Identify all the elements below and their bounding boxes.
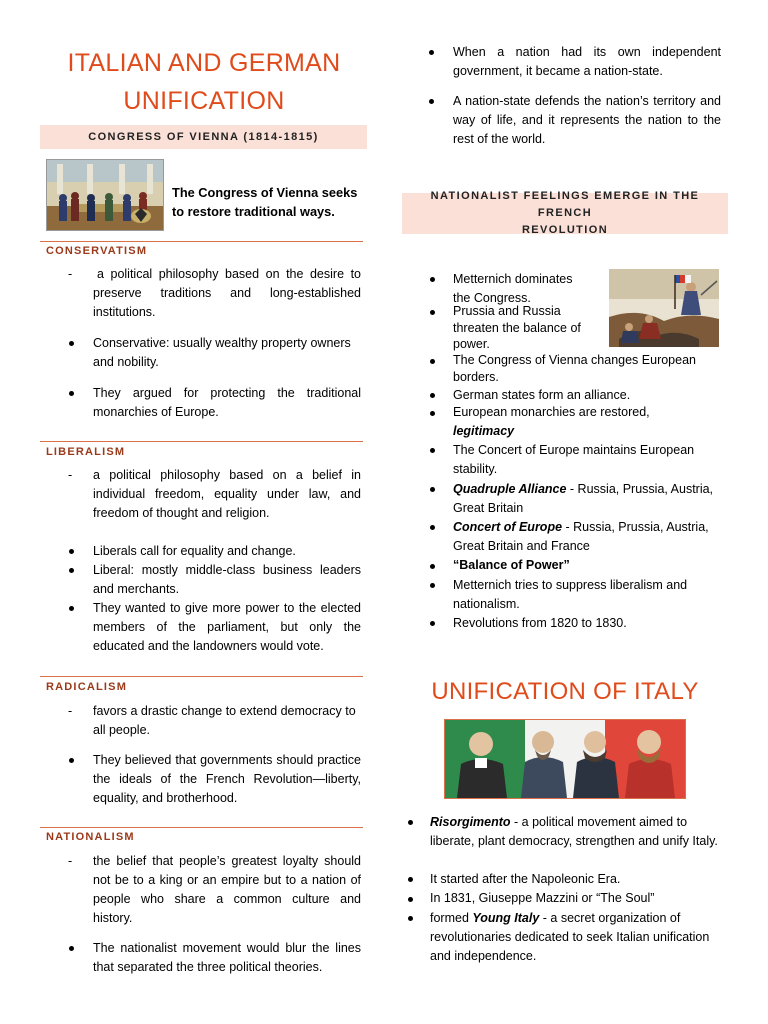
nation-state-bullet-2: A nation-state defends the nation’s territory and way of life, and it represents the nation to the rest of the world. <box>453 94 721 146</box>
french-item-8-text: - Russia, Prussia, Austria, Great Britain and France <box>453 520 709 553</box>
french-item-6: The Concert of Europe maintains European stability. <box>453 443 695 476</box>
nationalism-bullet-1: The nationalist movement would blur the lines that separated the three political theories. <box>93 941 361 974</box>
quadruple-alliance-term: Quadruple Alliance <box>453 482 567 496</box>
congress-banner-text: CONGRESS OF VIENNA (1814-1815) <box>88 130 319 143</box>
liberalism-bullet-2: Liberal: mostly middle-class business leaders and merchants. <box>93 563 361 596</box>
revolution-painting <box>609 269 719 347</box>
french-item-10: Metternich tries to suppress liberalism and nationalism. <box>453 578 688 611</box>
bullet-dot <box>430 564 435 569</box>
bullet-dot <box>69 549 74 554</box>
french-revolution-banner-line1: NATIONALIST FEELINGS EMERGE IN THE FRENCH <box>430 190 700 219</box>
page-title-line2: UNIFICATION <box>123 87 285 115</box>
section-rule <box>40 441 363 442</box>
italy-item-4 <box>430 909 720 966</box>
italy-item-2: It started after the Napoleonic Era. <box>430 872 621 886</box>
bullet-dot <box>430 525 435 530</box>
dash-marker: - <box>68 468 73 482</box>
french-item-8 <box>453 518 721 556</box>
bullet-dot <box>430 277 435 282</box>
liberalism-bullet-1: Liberals call for equality and change. <box>93 544 296 558</box>
conservatism-bullet-2: They argued for protecting the traditional monarchies of Europe. <box>93 386 361 419</box>
section-heading-nationalism: NATIONALISM <box>46 831 135 843</box>
bullet-dot <box>429 99 434 104</box>
french-item-5 <box>453 403 721 441</box>
bullet-dot <box>430 621 435 626</box>
section-heading-liberalism: LIBERALISM <box>46 446 126 458</box>
bullet-dot <box>69 758 74 763</box>
dash-marker: - <box>68 704 73 718</box>
bullet-dot <box>430 583 435 588</box>
italy-portraits-image <box>444 719 686 799</box>
italy-item-1 <box>430 813 720 851</box>
conservatism-bullet-1: Conservative: usually wealthy property owners and nobility. <box>93 336 351 369</box>
conservatism-definition: a political philosophy based on the desire to preserve traditions and long-established institutions. <box>93 267 361 319</box>
page-title <box>40 44 368 120</box>
french-item-4: German states form an alliance. <box>453 388 631 402</box>
bullet-dot <box>429 50 434 55</box>
young-italy-term: Young Italy <box>472 911 540 925</box>
bullet-dot <box>430 487 435 492</box>
section-rule <box>40 827 363 828</box>
french-item-9: “Balance of Power” <box>453 558 570 572</box>
french-item-2: Prussia and Russia threaten the balance of power. <box>453 304 581 351</box>
italy-item-3: In 1831, Giuseppe Mazzini or “The Soul” <box>430 891 655 905</box>
bullet-dot <box>408 916 413 921</box>
section-heading-radicalism: RADICALISM <box>46 681 128 693</box>
french-item-7 <box>453 480 721 518</box>
bullet-dot <box>430 448 435 453</box>
concert-of-europe-term: Concert of Europe <box>453 520 563 534</box>
section-rule <box>40 241 363 242</box>
french-item-7-text: - Russia, Prussia, Austria, Great Britain <box>453 482 714 515</box>
radicalism-definition: favors a drastic change to extend democracy to all people. <box>93 704 356 737</box>
bullet-dot <box>430 393 435 398</box>
italy-item-4-text-b: - a secret organization of revolutionaries dedicated to seek Italian unification and independence. <box>430 911 710 963</box>
risorgimento-term: Risorgimento <box>430 815 511 829</box>
page-title-line1: ITALIAN AND GERMAN <box>67 49 341 77</box>
radicalism-bullet-1: They believed that governments should practice the ideals of the French Revolution—liberty, equality, and brotherhood. <box>93 753 361 805</box>
bullet-dot <box>69 946 74 951</box>
bullet-dot <box>69 391 74 396</box>
bullet-dot <box>408 897 413 902</box>
nationalism-definition: the belief that people’s greatest loyalty should not be to a king or an empire but to a nation of people who share a common culture and history. <box>93 854 361 925</box>
liberalism-bullet-3: They wanted to give more power to the elected members of the parliament, but only the educated and the landowners would vote. <box>93 601 361 653</box>
section-rule <box>40 676 363 677</box>
bullet-dot <box>408 877 413 882</box>
french-item-5-text: European monarchies are restored, <box>453 405 650 419</box>
italy-item-4-text-a: formed <box>430 911 473 925</box>
bullet-dot <box>430 359 435 364</box>
congress-banner <box>40 125 367 149</box>
french-item-3: The Congress of Vienna changes European borders. <box>453 353 696 384</box>
french-revolution-banner-line2: REVOLUTION <box>521 224 609 236</box>
legitimacy-term: legitimacy <box>453 424 515 438</box>
dash-marker: - <box>68 267 73 281</box>
liberalism-definition: a political philosophy based on a belief in individual freedom, equality under law, and freedom of thought and religion. <box>93 468 361 520</box>
section-heading-conservatism: CONSERVATISM <box>46 245 148 257</box>
french-item-11: Revolutions from 1820 to 1830. <box>453 616 627 630</box>
nation-state-bullet-1: When a nation had its own independent government, it became a nation-state. <box>453 45 721 78</box>
french-item-1: Metternich dominates the Congress. <box>453 272 573 305</box>
bullet-dot <box>69 341 74 346</box>
congress-painting <box>46 159 164 231</box>
dash-marker: - <box>68 854 73 868</box>
bullet-dot <box>430 310 435 315</box>
bullet-dot <box>69 606 74 611</box>
bullet-dot <box>430 411 435 416</box>
italy-title: UNIFICATION OF ITALY <box>431 678 699 705</box>
bullet-dot <box>408 820 413 825</box>
italy-item-1-text: - a political movement aimed to liberate, plant democracy, strengthen and unify Italy. <box>430 815 718 848</box>
congress-caption: The Congress of Vienna seeks to restore traditional ways. <box>172 185 358 219</box>
bullet-dot <box>69 568 74 573</box>
french-revolution-banner <box>402 190 728 236</box>
